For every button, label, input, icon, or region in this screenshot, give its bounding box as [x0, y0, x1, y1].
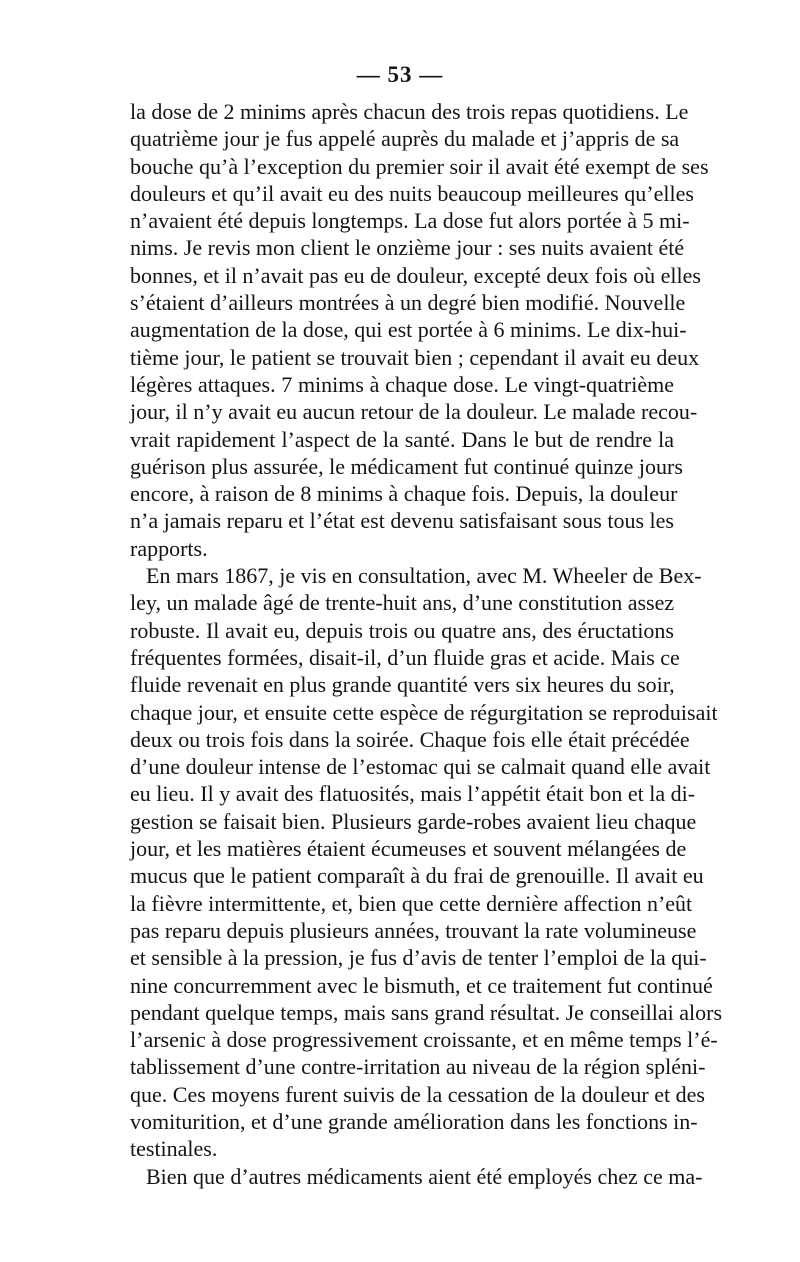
text-line: testinales. [130, 1136, 218, 1162]
text-line: ley, un malade âgé de trente-huit ans, d’une constitution assez [130, 590, 675, 616]
text-line: légères attaques. 7 minims à chaque dose. Le vingt-quatrième [130, 371, 674, 397]
text-line: eu lieu. Il y avait des flatuosités, mais l’appétit était bon et la di- [130, 781, 696, 807]
text-line: fluide revenait en plus grande quantité vers six heures du soir, [130, 672, 675, 698]
text-line: nine concurremment avec le bismuth, et ce traitement fut continué [130, 972, 713, 998]
text-line: tablissement d’une contre-irritation au niveau de la région spléni- [130, 1054, 706, 1080]
text-line: n’avaient été depuis longtemps. La dose fut alors portée à 5 mi- [130, 208, 690, 234]
text-line: jour, il n’y avait eu aucun retour de la douleur. Le malade recou- [130, 399, 698, 425]
paragraph [130, 562, 723, 1163]
text-line: fréquentes formées, disait-il, d’un fluide gras et acide. Mais ce [130, 644, 680, 670]
text-line: la dose de 2 minims après chacun des trois repas quotidiens. Le [130, 99, 689, 124]
paragraph [130, 98, 709, 562]
text-line: vrait rapidement l’aspect de la santé. Dans le but de rendre la [130, 426, 674, 452]
text-line: rapports. [130, 535, 208, 561]
text-line: guérison plus assurée, le médicament fut continué quinze jours [130, 453, 683, 479]
text-line: mucus que le patient comparaît à du frai de grenouille. Il avait eu [130, 863, 704, 889]
text-line: Bien que d’autres médicaments aient été employés chez ce ma- [146, 1163, 703, 1189]
text-line: augmentation de la dose, qui est portée à 6 minims. Le dix-hui- [130, 317, 687, 343]
text-line: l’arsenic à dose progressivement croissante, et en même temps l’é- [130, 1027, 718, 1053]
text-line: d’une douleur intense de l’estomac qui se calmait quand elle avait [130, 754, 711, 780]
body-text [130, 98, 723, 1190]
text-line: douleurs et qu’il avait eu des nuits beaucoup meilleures qu’elles [130, 180, 694, 206]
text-line: robuste. Il avait eu, depuis trois ou quatre ans, des éructations [130, 617, 674, 643]
text-line: la fièvre intermittente, et, bien que cette dernière affection n’eût [130, 890, 693, 916]
text-line: deux ou trois fois dans la soirée. Chaque fois elle était précédée [130, 726, 690, 752]
text-line: nims. Je revis mon client le onzième jour : ses nuits avaient été [130, 235, 685, 261]
text-line: En mars 1867, je vis en consultation, avec M. Wheeler de Bex- [146, 563, 702, 589]
text-line: encore, à raison de 8 minims à chaque fois. Depuis, la douleur [130, 481, 678, 507]
text-line: jour, et les matières étaient écumeuses et souvent mélangées de [130, 836, 687, 862]
text-line: pendant quelque temps, mais sans grand résultat. Je conseillai alors [130, 999, 723, 1025]
text-line: n’a jamais reparu et l’état est devenu satisfaisant sous tous les [130, 508, 674, 534]
text-line: s’étaient d’ailleurs montrées à un degré bien modifié. Nouvelle [130, 290, 686, 316]
text-line: pas reparu depuis plusieurs années, trouvant la rate volumineuse [130, 917, 697, 943]
text-line: tième jour, le patient se trouvait bien ; cependant il avait eu deux [130, 344, 700, 370]
text-line: chaque jour, et ensuite cette espèce de régurgitation se reproduisait [130, 699, 718, 725]
text-line: bonnes, et il n’avait pas eu de douleur, excepté deux fois où elles [130, 262, 701, 288]
text-line: vomiturition, et d’une grande amélioration dans les fonctions in- [130, 1108, 698, 1134]
text-line: gestion se faisait bien. Plusieurs garde-robes avaient lieu chaque [130, 808, 697, 834]
text-line: quatrième jour je fus appelé auprès du malade et j’appris de sa [130, 126, 680, 152]
page-number: — 53 — [356, 62, 444, 87]
text-line: bouche qu’à l’exception du premier soir il avait été exempt de ses [130, 153, 709, 179]
text-line: et sensible à la pression, je fus d’avis de tenter l’emploi de la qui- [130, 945, 707, 971]
text-line: que. Ces moyens furent suivis de la cessation de la douleur et des [130, 1081, 705, 1107]
paragraph [130, 1163, 703, 1190]
